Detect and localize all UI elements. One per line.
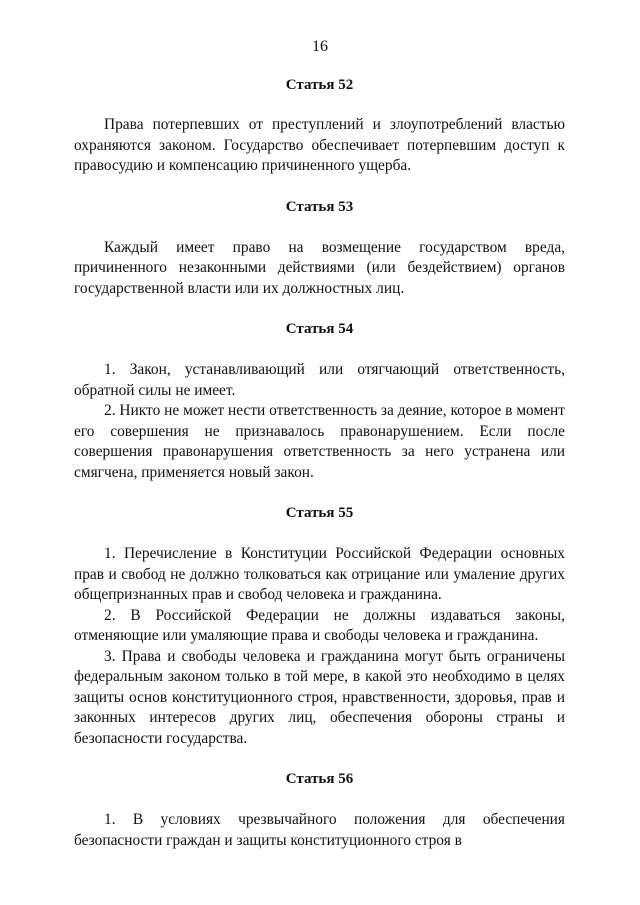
article-paragraph: 1. В условиях чрезвычайного положения для обеспечения безопасности граждан и защиты конституционного строя в bbox=[74, 811, 565, 849]
article-52 bbox=[74, 75, 565, 177]
article-title: Статья 56 bbox=[285, 771, 354, 787]
article-paragraph: 2. Никто не может нести ответственность за деяние, которое в момент его совершения не признавалось правонарушением. Если после совершения правонарушения ответственность за него устранена или смягчена, применяется новый закон. bbox=[74, 402, 565, 481]
article-paragraph: 3. Права и свободы человека и гражданина могут быть ограничены федеральным законом только в той мере, в какой это необходимо в целях защиты основ конституционного строя, нравственности, здоровья, прав и законных интересов других лиц, обеспечения обороны страны и безопасности государства. bbox=[74, 647, 565, 747]
article-paragraph: 1. Закон, устанавливающий или отягчающий ответственность, обратной силы не имеет. bbox=[74, 361, 565, 399]
article-title: Статья 54 bbox=[285, 321, 354, 337]
article-body bbox=[74, 238, 565, 300]
article-53 bbox=[74, 197, 565, 300]
article-title: Статья 53 bbox=[285, 198, 354, 215]
article-paragraph: Права потерпевших от преступлений и злоупотреблений властью охраняются законом. Государство обеспечивает потерпевшим доступ к правосудию и компенсацию причиненного ущерба. bbox=[74, 116, 565, 174]
article-54 bbox=[74, 319, 565, 483]
article-paragraph: Каждый имеет право на возмещение государством вреда, причиненного незаконными действиями (или бездействием) органов государственной власти или их должностных лиц. bbox=[74, 238, 565, 297]
article-body bbox=[74, 544, 565, 749]
article-body bbox=[74, 115, 565, 177]
article-55 bbox=[74, 503, 565, 749]
article-paragraph: 1. Перечисление в Конституции Российской Федерации основных прав и свобод не должно толковаться как отрицание или умаление других общепризнанных прав и свобод человека и гражданина. bbox=[74, 545, 565, 603]
article-title: Статья 55 bbox=[285, 505, 354, 521]
article-title: Статья 52 bbox=[285, 77, 354, 93]
article-paragraph: 2. В Российской Федерации не должны издаваться законы, отменяющие или умаляющие права и свободы человека и гражданина. bbox=[74, 606, 565, 644]
article-body bbox=[74, 810, 565, 851]
article-56 bbox=[74, 769, 565, 851]
document-content bbox=[74, 75, 565, 871]
page-number: 16 bbox=[312, 38, 328, 55]
article-body bbox=[74, 360, 565, 483]
